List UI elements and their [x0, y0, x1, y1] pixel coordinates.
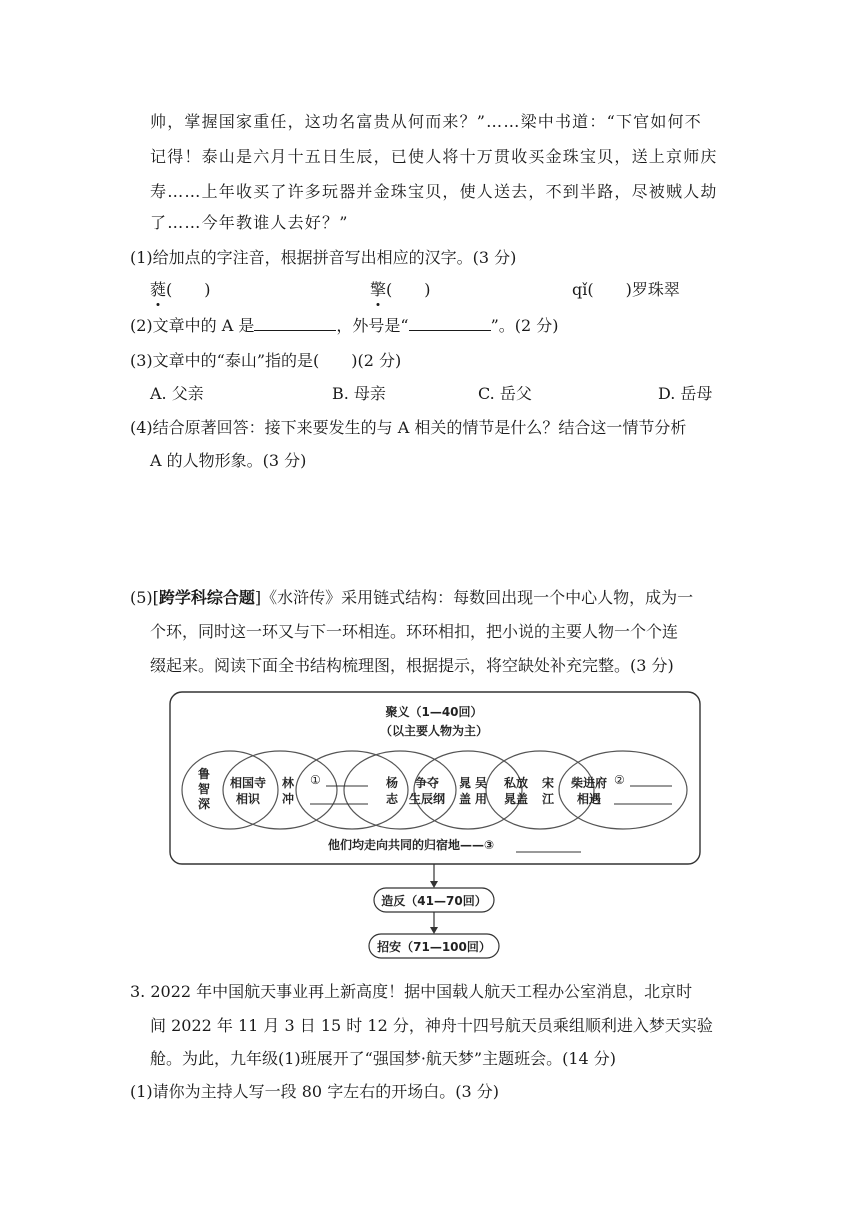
ring-blank1: [296, 751, 408, 829]
label-yang-2: 志: [385, 792, 399, 806]
label-sifang-2: 晁盖: [503, 792, 529, 806]
label-wu-1: 吴: [474, 776, 488, 790]
passage-line-2: 记得！泰山是六月十五日生辰，已使人将十万贯收买金珠宝贝，送上京师庆: [150, 147, 718, 166]
label-zhengduo-2: 生辰纲: [408, 792, 446, 806]
label-lin-2: 冲: [281, 792, 295, 806]
label-song-2: 江: [541, 792, 555, 806]
diagram-title: 聚义（1—40回）: [385, 705, 483, 719]
ring-lin: [223, 751, 337, 829]
question-three-sub-1: (1)请你为主持人写一段 80 字左右的开场白。(3 分): [130, 1082, 499, 1101]
ring-chao: [414, 751, 522, 829]
passage-line-4: 了……今年教谁人去好？”: [150, 213, 349, 232]
q5-tag: 跨学科综合题: [158, 588, 255, 607]
q1-paren-2: ( ): [386, 280, 431, 299]
q2-prefix: (2)文章中的 A 是: [130, 316, 255, 335]
box-rebellion-label: 造反（41—70回）: [381, 894, 487, 908]
label-chao-1: 晁: [458, 776, 472, 790]
question-4-line-2: A 的人物形象。(3 分): [150, 451, 307, 470]
dotted-char-1: 蕤: [150, 280, 167, 299]
label-chai-2: 相遇: [576, 792, 602, 806]
ring-lu: [182, 751, 278, 829]
label-wu-2: 用: [474, 792, 488, 806]
q1-item-3: [572, 280, 680, 300]
diagram-subtitle: （以主要人物为主）: [379, 724, 489, 738]
arrow-1-head: [430, 881, 438, 888]
question-2: [130, 316, 559, 336]
label-yang-1: 杨: [385, 776, 399, 790]
arrow-2-head: [430, 927, 438, 934]
label-blank1: ①: [310, 773, 321, 787]
q2-suffix: ”。(2 分): [490, 316, 559, 335]
label-sifang-1: 私放: [503, 776, 529, 790]
diagram-svg: [168, 690, 703, 965]
answer-blank-a[interactable]: [254, 316, 336, 331]
box-amnesty-label: 招安（71—100回）: [377, 940, 491, 954]
question-4-line-1: (4)结合原著回答：接下来要发生的与 A 相关的情节是什么？结合这一情节分析: [130, 418, 687, 437]
question-3: (3)文章中的“泰山”指的是( )(2 分): [130, 351, 402, 370]
q1-paren-1: ( ): [166, 280, 211, 299]
q1-tail: 罗珠翠: [631, 280, 680, 299]
label-chao-2: 盖: [458, 792, 472, 806]
question-5-line-3: 缀起来。阅读下面全书结构梳理图，根据提示，将空缺处补充完整。(3 分): [150, 656, 674, 675]
structure-diagram: [168, 690, 703, 965]
label-lin-1: 林: [281, 776, 295, 790]
question-three-line-3: 舱。为此，九年级(1)班展开了“强国梦·航天梦”主题班会。(14 分): [150, 1049, 617, 1068]
q5-prefix: (5)[: [130, 588, 159, 607]
label-lu-2: 智: [197, 782, 211, 796]
option-a: A. 父亲: [150, 384, 204, 403]
question-three-line-1: 3. 2022 年中国航天事业再上新高度！据中国载人航天工程办公室消息，北京时: [130, 982, 693, 1001]
label-xiangguo-2: 相识: [235, 792, 261, 806]
label-lu-1: 鲁: [197, 767, 211, 781]
label-song-1: 宋: [541, 776, 555, 790]
q1-item-1: [150, 280, 211, 300]
answer-blank-nickname[interactable]: [409, 316, 491, 331]
label-xiangguo-1: 相国寺: [229, 776, 267, 790]
q2-mid: ，外号是“: [336, 316, 409, 335]
label-blank2: ②: [614, 773, 625, 787]
q1-paren-3: ( ): [587, 280, 632, 299]
option-b: B. 母亲: [332, 384, 386, 403]
option-c: C. 岳父: [478, 384, 532, 403]
q1-pinyin: qǐ: [572, 280, 588, 299]
passage-line-3: 寿……上年收买了许多玩器并金珠宝贝，使人送去，不到半路，尽被贼人劫: [150, 182, 718, 201]
option-d: D. 岳母: [658, 384, 713, 403]
question-5-line-1: [130, 588, 693, 608]
question-three-line-2: 间 2022 年 11 月 3 日 15 时 12 分，神舟十四号航天员乘组顺利进入梦天实验: [150, 1016, 713, 1035]
label-chai-1: 柴进府: [570, 776, 608, 790]
ring-blank2: [559, 751, 687, 829]
ring-yang: [344, 751, 456, 829]
q1-item-2: [370, 280, 431, 300]
dotted-char-2: 擎: [370, 280, 387, 299]
label-zhengduo-1: 争夺: [414, 776, 440, 790]
q5-line1-rest: ]《水浒传》采用链式结构：每数回出现一个中心人物，成为一: [254, 588, 694, 607]
question-1: (1)给加点的字注音，根据拼音写出相应的汉字。(3 分): [130, 248, 517, 267]
question-5-line-2: 个环，同时这一环又与下一环相连。环环相扣，把小说的主要人物一个个连: [150, 622, 679, 641]
label-lu-3: 深: [197, 797, 211, 811]
passage-line-1: 帅，掌握国家重任，这功名富贵从何而来？”……梁中书道：“下官如何不: [150, 112, 702, 131]
diagram-footer: 他们均走向共同的归宿地——③: [328, 838, 495, 852]
